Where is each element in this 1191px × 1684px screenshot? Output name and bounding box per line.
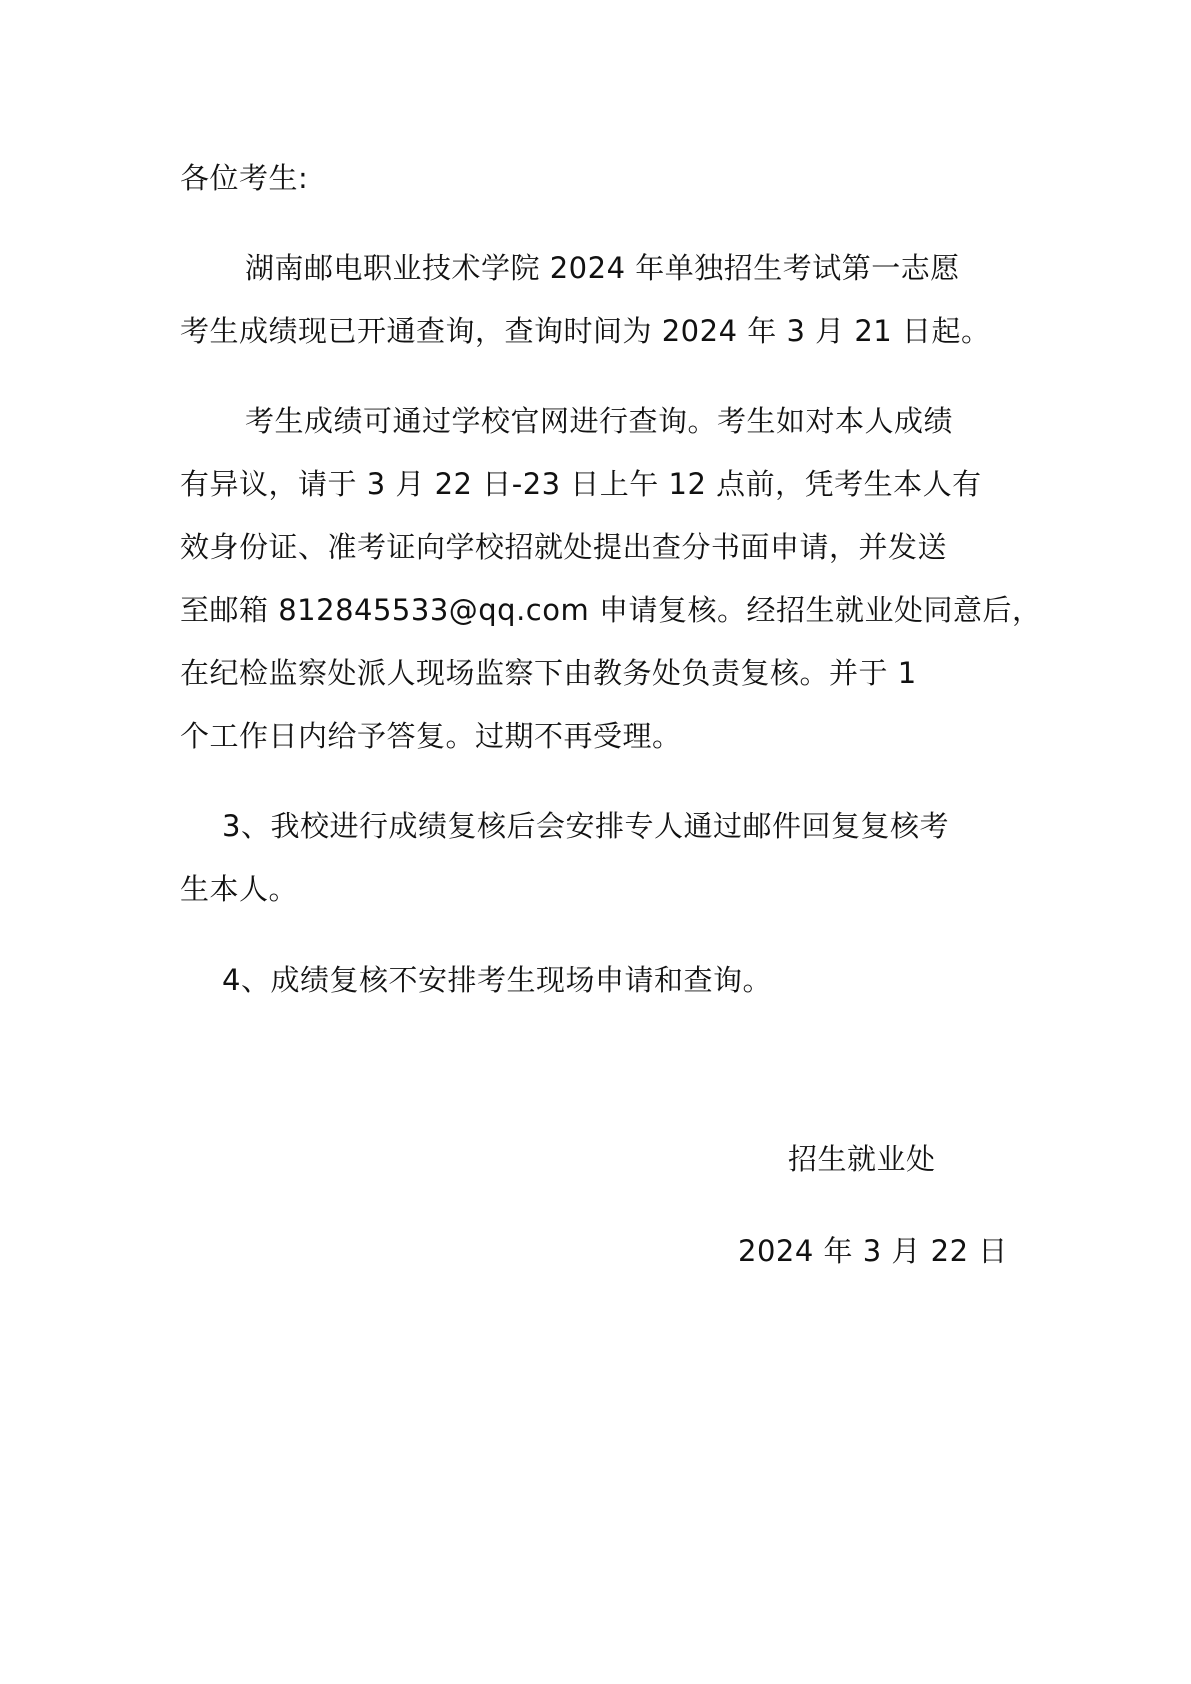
paragraph2-line4: 至邮箱 812845533@qq.com 申请复核。经招生就业处同意后， [180, 593, 1042, 627]
item3-line1: 3、我校进行成绩复核后会安排专人通过邮件回复复核考 [222, 809, 949, 843]
paragraph1-line1: 湖南邮电职业技术学院 2024 年单独招生考试第一志愿 [245, 251, 960, 285]
item4: 4、成绩复核不安排考生现场申请和查询。 [222, 963, 772, 997]
paragraph2-line3: 效身份证、准考证向学校招就处提出查分书面申请，并发送 [180, 530, 948, 564]
paragraph2-line2: 有异议，请于 3 月 22 日-23 日上午 12 点前，凭考生本人有 [180, 467, 982, 501]
signature-date: 2024 年 3 月 22 日 [738, 1234, 1008, 1268]
signature-department: 招生就业处 [788, 1142, 936, 1176]
item3-line2: 生本人。 [180, 872, 299, 906]
paragraph1-line2: 考生成绩现已开通查询，查询时间为 2024 年 3 月 21 日起。 [180, 314, 991, 348]
paragraph2-line1: 考生成绩可通过学校官网进行查询。考生如对本人成绩 [245, 404, 954, 438]
salutation: 各位考生: [180, 161, 309, 195]
paragraph2-line6: 个工作日内给予答复。过期不再受理。 [180, 719, 682, 753]
paragraph2-line5: 在纪检监察处派人现场监察下由教务处负责复核。并于 1 [180, 656, 917, 690]
